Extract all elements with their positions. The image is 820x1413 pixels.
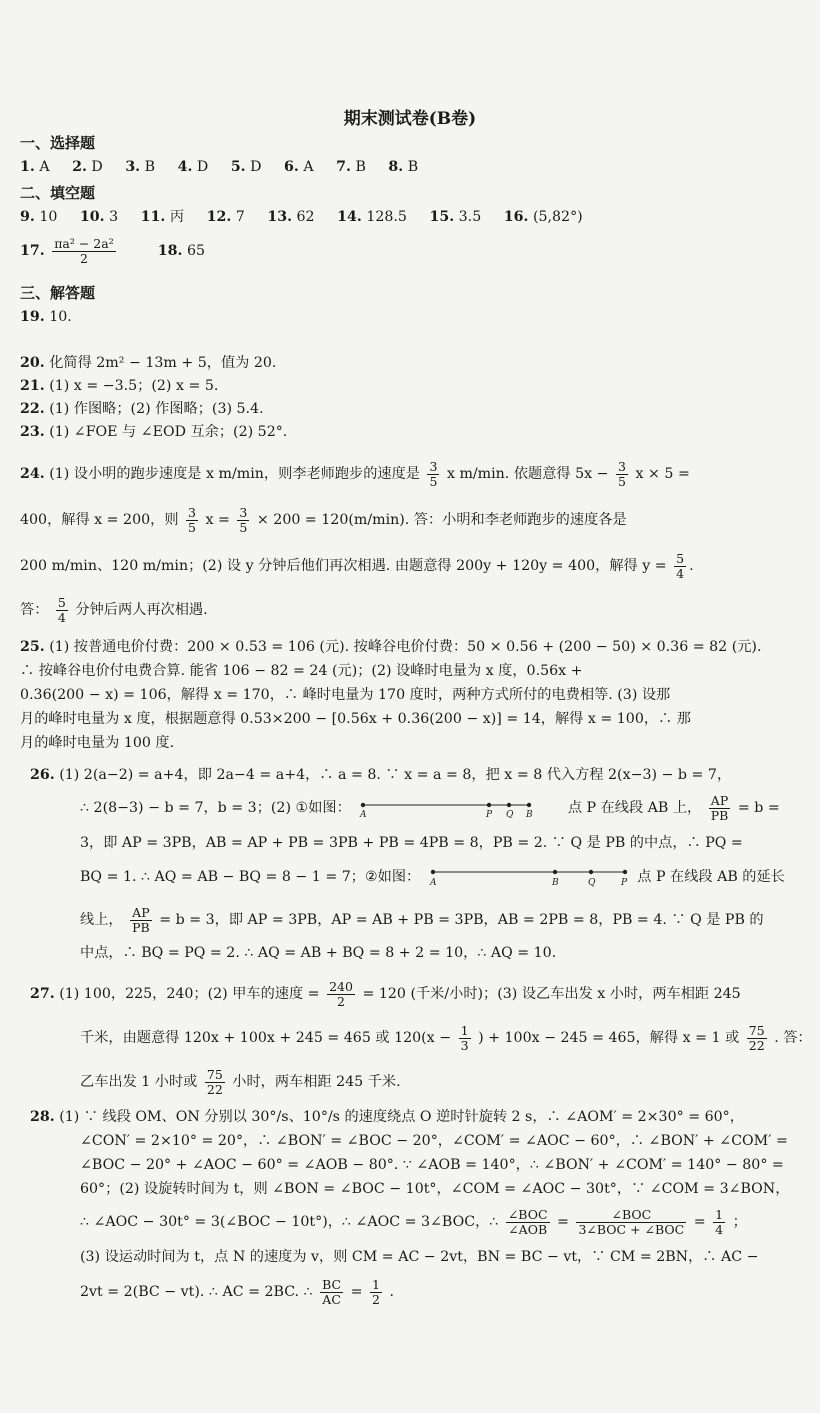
label-P: P: [486, 810, 493, 818]
label-B: B: [551, 878, 559, 887]
q26-line6: 中点，∴ BQ = PQ = 2. ∴ AQ = AB + BQ = 8 + 2 = 10，∴ AQ = 10.: [80, 945, 557, 961]
fill-answers: [20, 206, 800, 228]
segment-figure-1: [359, 798, 559, 818]
label-A: A: [429, 878, 437, 887]
fraction-ap-pb: $\frac{AP}{PB}$: [132, 904, 150, 935]
q24-line3: 200 m/min、120 m/min；(2) 设 y 分钟后他们再次相遇. 由题意得 200y + 120y = 400，解得 y = $\frac{5}{4}$ .: [20, 550, 694, 581]
q25-line1: 25. (1) 按普通电价付费：200 × 0.53 = 106 (元). 按峰谷电价付费：50 × 0.56 + (200 − 50) × 0.36 = 82 (元).: [20, 639, 762, 655]
choice-item: 5. D: [230, 159, 262, 175]
label-A: A: [360, 810, 367, 818]
q26-line3: 3，即 AP = 3PB，AB = AP + PB = 3PB + PB = 4PB = 8，PB = 2. ∵ Q 是 PB 的中点，∴ PQ =: [80, 835, 743, 851]
choice-item: 2. D: [72, 159, 103, 175]
label-B: B: [526, 810, 533, 818]
fraction-75-22: $\frac{75}{22}$: [748, 1022, 765, 1053]
choice-item: 7. B: [336, 159, 366, 175]
q28-line7: 2vt = 2(BC − vt). ∴ AC = 2BC. ∴ $\frac{BC}{AC}$ = $\frac{1}{2}$ .: [80, 1276, 394, 1307]
section-fill-heading: 二、填空题: [20, 184, 96, 202]
fraction-5-4: $\frac{5}{4}$: [57, 594, 66, 625]
q25-line5: 月的峰时电量为 100 度.: [20, 735, 175, 751]
page-title: 期末测试卷(B卷): [343, 109, 477, 129]
q17-fraction: $\frac{\text{πa² − 2a²}}{2}$: [54, 235, 114, 266]
choice-item: 4. D: [177, 159, 209, 175]
fraction-75-22: $\frac{75}{22}$: [206, 1066, 223, 1097]
q19: 19. 10.: [20, 309, 72, 325]
choice-item: 6. A: [284, 159, 314, 175]
q27-line3: 乙车出发 1 小时或 $\frac{75}{22}$ 小时，两车相距 245 千米.: [80, 1066, 401, 1097]
label-P: P: [620, 878, 627, 887]
label-Q: Q: [587, 878, 596, 887]
q28-line6: (3) 设运动时间为 t，点 N 的速度为 v，则 CM = AC − 2vt，BN = BC − vt，∵ CM = 2BN，∴ AC −: [80, 1249, 759, 1265]
segment-figure-2: [429, 867, 629, 887]
fraction-1-2: $\frac{1}{2}$: [372, 1276, 380, 1307]
q28-line4: 60°；(2) 设旋转时间为 t，则 ∠BON = ∠BOC − 10t°，∠COM = ∠AOC − 30t°，∵ ∠COM = 3∠BON，: [80, 1181, 790, 1197]
q26-line1: 26. (1) 2(a−2) = a+4，即 2a−4 = a+4，∴ a = 8. ∵ x = a = 8，把 x = 8 代入方程 2(x−3) − b = 7，: [30, 767, 732, 783]
q20: 20. 化简得 2m² − 13m + 5，值为 20.: [20, 355, 277, 371]
q28-line5: ∴ ∠AOC − 30t° = 3(∠BOC − 10t°)，∴ ∠AOC = 3∠BOC，∴ $\frac{\text{∠BOC}}{\text{∠AOB}}$ = $\frac{\text{∠BOC}}{\text{3∠BOC + ∠BOC}}$ = $\frac{1}{4}$ ；: [80, 1206, 747, 1237]
q25-line4: 月的峰时电量为 x 度，根据题意得 0.53×200 − [0.56x + 0.36(200 − x)] = 14，解得 x = 100，∴ 那: [20, 711, 691, 727]
q24-line1: 24. (1) 设小明的跑步速度是 x m/min，则李老师跑步的速度是 $\frac{3}{5}$ x m/min. 依题意得 5x − $\frac{3}{5}$ x × 5 =: [20, 458, 690, 489]
q26-line2: ∴ 2(8−3) − b = 7，b = 3；(2) ①如图： A P Q B 点 P 在线段 AB 上， $\frac{AP}{PB}$ = b =: [80, 792, 780, 823]
choice-item: 3. B: [125, 159, 156, 175]
q23: 23. (1) ∠FOE 与 ∠EOD 互余；(2) 52°.: [20, 424, 288, 440]
q24-line4: 答： $\frac{5}{4}$ 分钟后两人再次相遇.: [20, 594, 208, 625]
q27-line1: 27. (1) 100，225，240；(2) 甲车的速度 = $\frac{240}{2}$ = 120 (千米/小时)；(3) 设乙车出发 x 小时，两车相距 245: [30, 978, 741, 1009]
fill-item: 9. 10: [20, 209, 58, 225]
choice-item: 1. A: [20, 159, 50, 175]
q25-line3: 0.36(200 − x) = 106，解得 x = 170，∴ 峰时电量为 170 度时，两种方式所付的电费相等. (3) 设那: [20, 687, 671, 703]
segment-diagram-2: [429, 867, 629, 887]
q17-q18: 17. $\frac{\text{πa² − 2a²}}{2}$ 18. 65: [20, 235, 206, 266]
q27-line2: 千米，由题意得 120x + 100x + 245 = 465 或 120(x − $\frac{1}{3}$ ) + 100x − 245 = 465，解得 x = 1 或 $\frac{75}{22}$ . 答：: [80, 1022, 812, 1053]
label-Q: Q: [506, 810, 514, 818]
fraction-bc-ac: $\frac{BC}{AC}$: [322, 1276, 342, 1307]
section-solve-heading: 三、解答题: [20, 284, 96, 302]
fraction-3-5: $\frac{3}{5}$: [618, 458, 626, 489]
segment-diagram-1: [359, 798, 559, 818]
fraction-ap-pb: $\frac{AP}{PB}$: [710, 792, 729, 823]
fraction-3-5: $\frac{3}{5}$: [429, 458, 438, 489]
fraction-boc-4boc: $\frac{\text{∠BOC}}{\text{3∠BOC + ∠BOC}}$: [578, 1206, 685, 1237]
q26-line4: BQ = 1. ∴ AQ = AB − BQ = 8 − 1 = 7；②如图： A B Q P 点 P 在线段 AB 的延长: [80, 869, 785, 887]
fraction-3-5: $\frac{3}{5}$: [239, 504, 248, 535]
fill-item: 12. 7: [206, 209, 245, 225]
fill-item: 16. (5,82°): [503, 209, 583, 225]
fill-item: 11. 丙: [140, 209, 185, 225]
q25-line2: ∴ 按峰谷电价付电费合算. 能省 106 − 82 = 24 (元)；(2) 设峰时电量为 x 度，0.56x +: [20, 663, 583, 679]
fraction-1-3: $\frac{1}{3}$: [460, 1022, 469, 1053]
q22: 22. (1) 作图略；(2) 作图略；(3) 5.4.: [20, 401, 264, 417]
choice-answers: [20, 156, 800, 178]
q28-line2: ∠CON′ = 2×10° = 20°，∴ ∠BON′ = ∠BOC − 20°，∠COM′ = ∠AOC − 60°，∴ ∠BON′ + ∠COM′ =: [80, 1133, 788, 1149]
fraction-1-4: $\frac{1}{4}$: [715, 1206, 724, 1237]
fraction-boc-aob: $\frac{\text{∠BOC}}{\text{∠AOB}}$: [507, 1206, 548, 1237]
fill-item: 10. 3: [79, 209, 119, 225]
fraction-3-5: $\frac{3}{5}$: [188, 504, 196, 535]
q24-line2: 400，解得 x = 200，则 $\frac{3}{5}$ x = $\frac{3}{5}$ × 200 = 120(m/min). 答：小明和李老师跑步的速度各是: [20, 504, 627, 535]
fraction-5-4: $\frac{5}{4}$: [676, 550, 685, 581]
fraction-240-2: $\frac{240}{2}$: [329, 978, 353, 1009]
q28-line1: 28. (1) ∵ 线段 OM、ON 分别以 30°/s、10°/s 的速度绕点 O 逆时针旋转 2 s，∴ ∠AOM′ = 2×30° = 60°，: [30, 1109, 744, 1125]
choice-item: 8. B: [388, 159, 419, 175]
q26-line5: 线上， $\frac{AP}{PB}$ = b = 3，即 AP = 3PB，AP = AB + PB = 3PB，AB = 2PB = 8，PB = 4. ∵ Q 是 PB 的: [80, 904, 764, 935]
fill-item: 15. 3.5: [429, 209, 482, 225]
q21: 21. (1) x = −3.5；(2) x = 5.: [20, 378, 219, 394]
section-choice-heading: 一、选择题: [20, 134, 96, 152]
fill-item: 13. 62: [267, 209, 315, 225]
fill-item: 14. 128.5: [337, 209, 407, 225]
q28-line3: ∠BOC − 20° + ∠AOC − 60° = ∠AOB − 80°. ∵ ∠AOB = 140°，∴ ∠BON′ + ∠COM′ = 140° − 80° =: [80, 1157, 784, 1173]
